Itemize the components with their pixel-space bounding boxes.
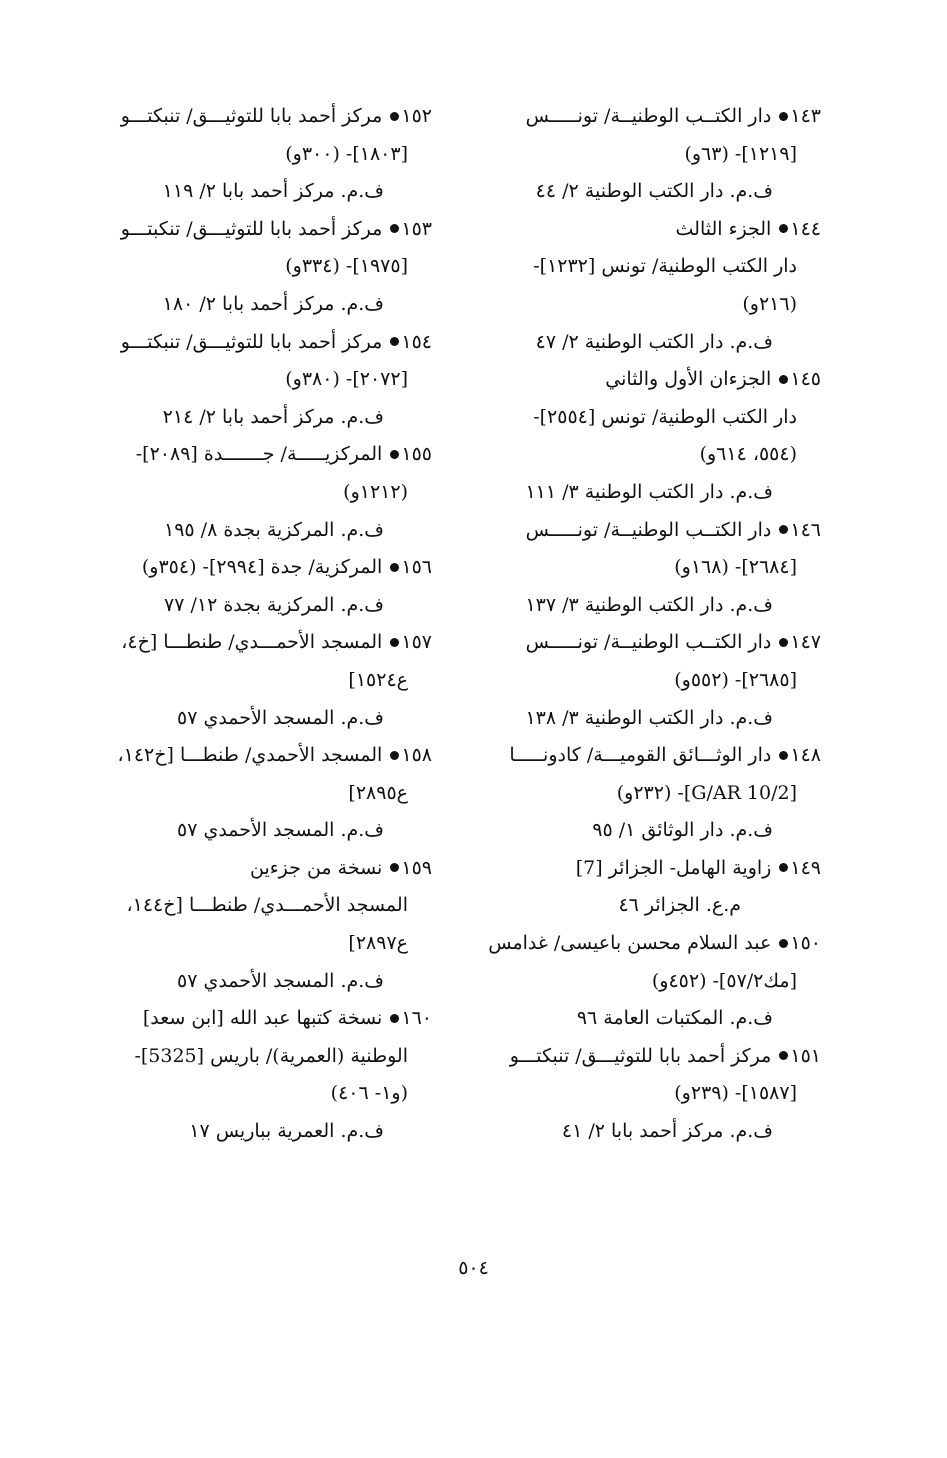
bullet-icon [779, 863, 788, 872]
reference-line: ف.م. المسجد الأحمدي ٥٧ [176, 819, 384, 842]
entry-continuation: [مك٥٧/٢]- (٤٥٢و) [651, 969, 797, 992]
entry-continuation: (٥٥٤، ٦١٤و) [699, 443, 797, 466]
catalog-entry-line [92, 549, 432, 587]
entry-number: ١٥٨ [401, 744, 432, 767]
reference-line: ف.م. العمرية بباريس ١٧ [189, 1120, 384, 1143]
catalog-entry-line [92, 324, 432, 362]
entry-text: دار الكتــب الوطنيــة/ تونـــــس [525, 518, 772, 541]
entry-number: ١٤٤ [790, 217, 821, 240]
right-column [471, 98, 821, 1151]
entry-number: ١٥٦ [401, 556, 432, 579]
entry-number: ١٥٤ [401, 330, 432, 353]
catalog-entry-line [471, 512, 821, 550]
reference-line: ف.م. مركز أحمد بابا ٢/ ١٨٠ [162, 292, 384, 315]
entry-number: ١٦٠ [401, 1007, 432, 1030]
entry-number: ١٥٢ [401, 105, 432, 127]
entry-number: ١٥٧ [401, 631, 432, 654]
entry-text: زاوية الهامل- الجزائر [7] [575, 856, 772, 879]
reference-line: ف.م. دار الكتب الوطنية ٢/ ٤٧ [535, 330, 773, 353]
reference-line: ف.م. دار الوثائق ١/ ٩٥ [592, 819, 773, 842]
entry-text: دار الكتــب الوطنيــة/ تونـــــس [525, 105, 772, 127]
entry-text: المسجد الأحمدي/ طنطـــا [خ١٤٢، [117, 744, 383, 767]
bullet-icon [779, 375, 788, 384]
reference-line: م.ع. الجزائر ٤٦ [618, 894, 741, 917]
reference-line: ف.م. المركزية بجدة ١٢/ ٧٧ [164, 593, 384, 616]
entry-text: مركز أحمد بابا للتوثيـــق/ تنكبتـــو [120, 217, 383, 240]
bullet-icon [390, 337, 399, 346]
entry-number: ١٤٥ [790, 368, 821, 391]
catalog-entry-line [92, 737, 432, 775]
catalog-entry-line [92, 624, 432, 662]
entry-number: ١٤٩ [790, 856, 821, 879]
entry-continuation: [١٩٧٥]- (٣٣٤و) [285, 255, 408, 278]
entry-text: نسخة من جزءين [250, 856, 383, 879]
entry-number: ١٥٠ [790, 932, 821, 955]
entry-number: ١٤٣ [790, 105, 821, 127]
bullet-icon [390, 638, 399, 647]
entry-text: الجزء الثالث [675, 217, 772, 240]
reference-line: ف.م. المركزية بجدة ٨/ ١٩٥ [164, 518, 384, 541]
reference-line: ف.م. دار الكتب الوطنية ٣/ ١١١ [525, 480, 773, 503]
entry-number: ١٥٥ [401, 443, 432, 466]
entry-text: دار الكتــب الوطنيــة/ تونـــــس [525, 631, 772, 654]
bullet-icon [779, 751, 788, 760]
entry-text: نسخة كتبها عبد الله [ابن سعد] [142, 1007, 383, 1030]
catalog-entry-line [471, 925, 821, 963]
entry-text: مركز أحمد بابا للتوثيـــق/ تنبكتـــو [120, 105, 383, 127]
bullet-icon [779, 224, 788, 233]
bullet-icon [390, 863, 399, 872]
entry-continuation: (٢١٦و) [742, 292, 797, 315]
reference-line: ف.م. مركز أحمد بابا ٢/ ١١٩ [162, 180, 384, 203]
reference-line: ف.م. المسجد الأحمدي ٥٧ [176, 706, 384, 729]
catalog-entry-line [471, 98, 821, 136]
entry-number: ١٤٨ [790, 744, 821, 767]
page-number: ٥٠٤ [458, 1257, 489, 1279]
entry-number: ١٥٣ [401, 217, 432, 240]
entry-continuation: [٢٠٧٢]- (٣٨٠و) [285, 368, 408, 391]
entry-number: ١٤٦ [790, 518, 821, 541]
catalog-entry-line [471, 850, 821, 888]
entry-continuation: ع٢٨٩٧] [348, 932, 408, 955]
catalog-entry-line [92, 850, 432, 888]
catalog-entry-line [92, 211, 432, 249]
catalog-entry-line [471, 211, 821, 249]
catalog-entry-line [92, 1000, 432, 1038]
entry-continuation: [G/AR 10/2]- (٢٣٢و) [616, 781, 797, 804]
reference-line: ف.م. دار الكتب الوطنية ٣/ ١٣٨ [525, 706, 773, 729]
bullet-icon [390, 224, 399, 233]
entry-subline: دار الكتب الوطنية/ تونس [٢٥٥٤]- [533, 405, 797, 428]
entry-continuation: [١٢١٩]- (٦٣و) [684, 142, 797, 165]
entry-continuation: ع١٥٢٤] [348, 668, 408, 691]
entry-continuation: (١٢١٢و) [343, 480, 408, 503]
bullet-icon [390, 751, 399, 760]
left-column [92, 98, 432, 1151]
bullet-icon [779, 112, 788, 121]
bullet-icon [390, 112, 399, 121]
bullet-icon [390, 1014, 399, 1023]
entry-continuation: [٢٦٨٥]- (٥٥٢و) [674, 668, 797, 691]
catalog-entry-line [92, 436, 432, 474]
entry-text: مركز أحمد بابا للتوثيـــق/ تنبكتـــو [120, 330, 383, 353]
reference-line: ف.م. مركز أحمد بابا ٢/ ٢١٤ [162, 405, 384, 428]
reference-line: ف.م. المسجد الأحمدي ٥٧ [176, 969, 384, 992]
entry-continuation: ع٢٨٩٥] [348, 781, 408, 804]
bullet-icon [779, 1051, 788, 1060]
entry-text: المسجد الأحمـــدي/ طنطـــا [خ٤، [121, 631, 383, 654]
entry-subline: دار الكتب الوطنية/ تونس [١٢٣٢]- [533, 255, 797, 278]
entry-text: مركز أحمد بابا للتوثيـــق/ تنبكتـــو [509, 1044, 772, 1067]
bullet-icon [779, 638, 788, 647]
entry-continuation: [١٥٨٧]- (٢٣٩و) [674, 1082, 797, 1105]
entry-number: ١٥٩ [401, 856, 432, 879]
bullet-icon [779, 525, 788, 534]
entry-text: المركزية/ جدة [٢٩٩٤]- (٣٥٤و) [141, 556, 383, 579]
entry-number: ١٤٧ [790, 631, 821, 654]
entry-continuation: [١٨٠٣]- (٣٠٠و) [285, 142, 408, 165]
reference-line: ف.م. دار الكتب الوطنية ٢/ ٤٤ [535, 180, 773, 203]
entry-text: عبد السلام محسن باعيسى/ غدامس [488, 932, 772, 955]
catalog-entry-line [92, 98, 432, 136]
entry-number: ١٥١ [790, 1044, 821, 1067]
entry-text: دار الوثـــائق القوميـــة/ كادونـــــا [509, 744, 772, 767]
catalog-entry-line [471, 361, 821, 399]
entry-text: الجزءان الأول والثاني [605, 368, 772, 391]
catalog-entry-line [471, 624, 821, 662]
entry-subline: المسجد الأحمـــدي/ طنطـــا [خ١٤٤، [126, 894, 408, 917]
entry-text: المركزيـــــة/ جـــــــدة [٢٠٨٩]- [135, 443, 383, 466]
entry-continuation: (و١- ٤٠٦) [330, 1082, 408, 1105]
bullet-icon [390, 450, 399, 459]
entry-subline: الوطنية (العمرية)/ باريس [5325]- [134, 1044, 408, 1067]
catalog-entry-line [471, 1038, 821, 1076]
bullet-icon [390, 563, 399, 572]
reference-line: ف.م. المكتبات العامة ٩٦ [576, 1007, 773, 1030]
entry-continuation: [٢٦٨٤]- (١٦٨و) [674, 556, 797, 579]
reference-line: ف.م. دار الكتب الوطنية ٣/ ١٣٧ [525, 593, 773, 616]
catalog-entry-line [471, 737, 821, 775]
bullet-icon [779, 939, 788, 948]
reference-line: ف.م. مركز أحمد بابا ٢/ ٤١ [561, 1120, 773, 1143]
